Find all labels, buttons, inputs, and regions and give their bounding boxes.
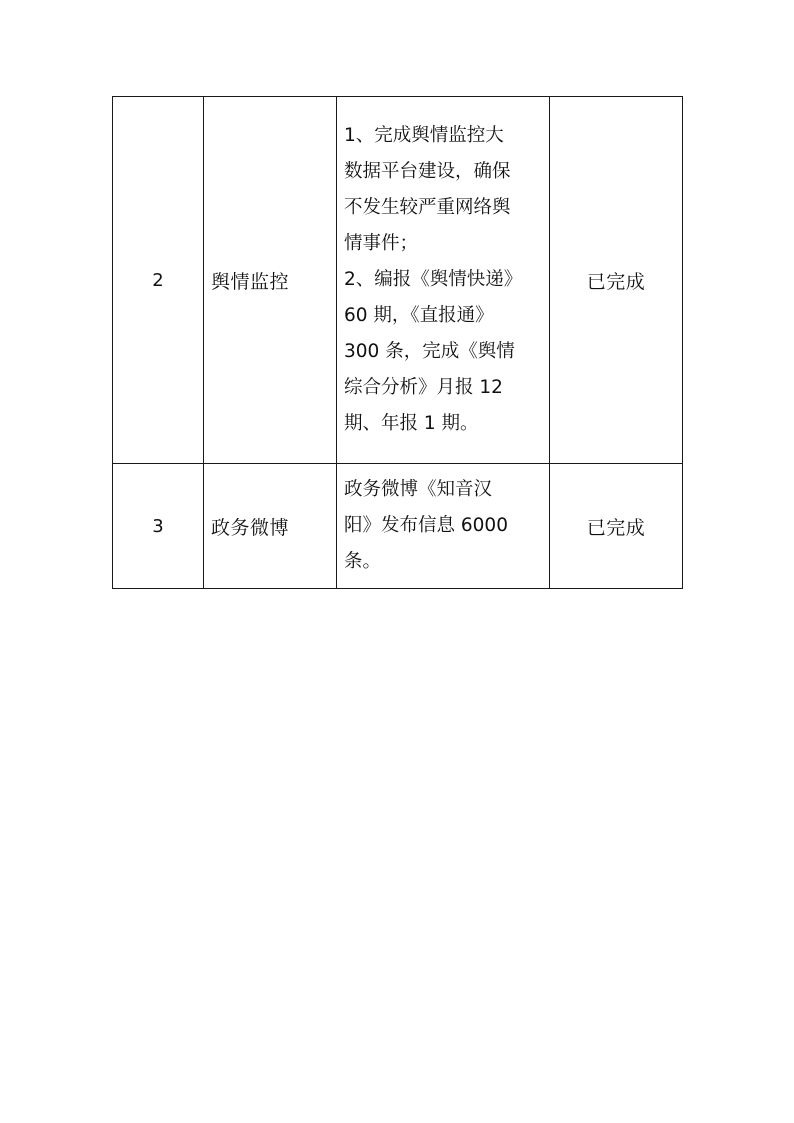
status-cell: 已完成 [550,464,683,589]
content-line: 不发生较严重网络舆 [344,197,511,218]
content-line: 1、完成舆情监控大 [344,125,504,146]
content-line: 数据平台建设，确保 [344,161,511,182]
item-name-cell: 政务微博 [204,464,337,589]
content-line: 期、年报 1 期。 [344,413,479,434]
table-row [113,464,683,589]
content-line: 政务微博《知音汉 [344,479,493,500]
work-summary-table [112,96,683,589]
content-line: 60 期，《直报通》 [344,305,494,326]
content-line: 2、编报《舆情快递》 [344,269,523,290]
content-line: 300 条，完成《舆情 [344,341,515,362]
content-cell [337,464,550,589]
row-number-cell: 3 [113,464,204,589]
content-line: 阳》发布信息 6000 [344,515,508,536]
content-cell [337,97,550,464]
content-line: 综合分析》月报 12 [344,377,503,398]
table-row [113,97,683,464]
content-line: 条。 [344,551,382,572]
status-cell: 已完成 [550,97,683,464]
row-number-cell: 2 [113,97,204,464]
item-name-cell: 舆情监控 [204,97,337,464]
content-line: 情事件； [344,233,419,254]
